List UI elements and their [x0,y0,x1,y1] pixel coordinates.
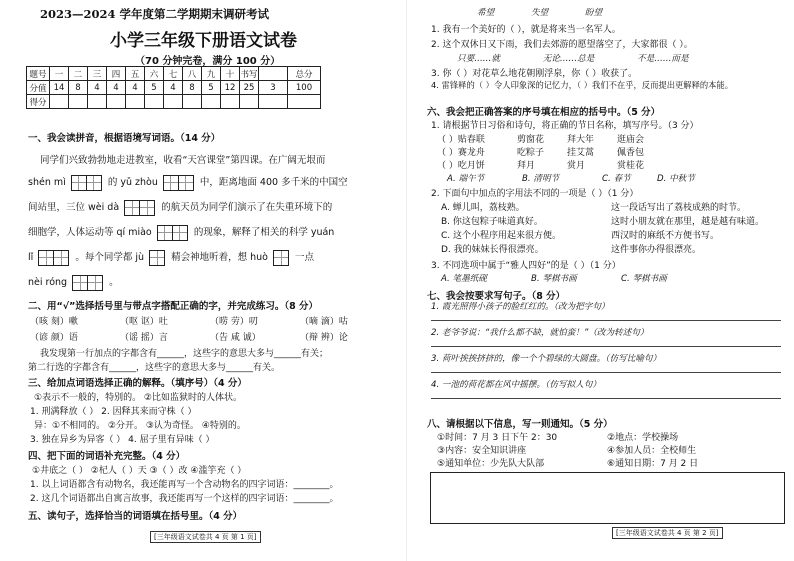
table-cell: 二 [69,67,88,81]
score-input-cell[interactable] [145,95,164,109]
custom-text: 剪窗花 [517,135,545,145]
table-cell [259,67,288,81]
option: C. 春节 [602,174,631,184]
section-1-title: 一、我会读拼音，根据语境写词语。（14 分） [28,133,221,144]
table-cell: 十 [221,67,240,81]
table-cell: 四 [107,67,126,81]
word-choice: 不是……而是 [637,54,689,64]
option[interactable]: B. 琴棋书画 [531,274,577,284]
answer-line[interactable] [431,398,781,399]
exam-title: 2023—2024 学年度第二学期期末调研考试 [40,7,270,21]
score-input-cell[interactable] [164,95,183,109]
section-8-title: 八、请根据以下信息，写一则通知。（5 分） [427,419,613,430]
s7-q1: 1. 霞光照得小孩子的脸红红的。（改为把字句） [431,302,610,312]
s3-questions-2: 3. 独在异乡为异客（ ） 4. 屈子里有异味（ ） [30,435,215,445]
custom-text: 吃粽子 [517,148,545,158]
table-cell: 题号 [27,67,50,81]
tianzige-box-group[interactable] [164,175,194,191]
s1-line-2 [28,174,348,191]
table-cell: 九 [202,67,221,81]
pinyin-text: 细胞学，人体运动等 qí miào [28,227,152,238]
pinyin-text: lǐ [28,252,34,263]
score-input-cell[interactable] [202,95,221,109]
score-table-header-row [27,67,321,81]
r-q4: 4. 雷锋释的（ ）令人印象深的记忆力，（ ）我们不在乎，反而提出更解释的本能。 [431,80,734,90]
score-input-cell[interactable] [107,95,126,109]
pinyin-text: nèi róng [28,277,68,288]
word-choices [477,6,602,18]
s3-definitions-2: 异：①不相同的。 ②分开。 ③认为奇怪。 ④特别的。 [34,421,246,431]
paper-title: 小学三年级下册语文试卷 [110,31,297,51]
table-cell: 五 [126,67,145,81]
r-q1: 1. 我有一个美好的（ ），就是将来当一名军人。 [431,25,621,35]
exam-page-2 [417,0,794,561]
table-cell: 25 [240,81,259,95]
answer-blank[interactable]: （ ）赛龙舟 [437,148,485,158]
section-4-title: 四、把下面的词语补充完整。（4 分） [28,451,186,462]
tianzige-box[interactable] [150,250,165,266]
table-cell: 七 [164,67,183,81]
table-cell: 12 [221,81,240,95]
choice-item[interactable]: （咳 刻）嗽 [30,317,78,327]
choice-item[interactable]: （唠 劳）叨 [210,317,258,327]
score-input-cell[interactable] [259,95,288,109]
choice-item[interactable]: （谚 颜）语 [30,333,78,343]
custom-text: 拜月 [517,161,536,171]
page-footer: [三年级语文试卷共 4 页 第 1 页] [150,531,261,543]
table-cell: 书写 [240,67,259,81]
score-table-score-row [27,95,321,109]
tianzige-box-group[interactable] [73,275,103,291]
paper-subtitle: （70 分钟完卷，满分 100 分） [135,56,281,67]
s4-line-2: 2. 这几个词语都出自寓言故事，我还能再写一个这样的四字词语：________。 [30,494,339,504]
s6-q2: 2. 下面句中加点的字用法不同的一项是（ ）（1 分） [431,189,639,199]
tianzige-box-group[interactable] [72,175,102,191]
option-text: 这件事你办得很漂亮。 [611,245,702,255]
custom-text: 赏月 [567,161,586,171]
pinyin-text: shén mì [28,177,66,188]
score-input-cell[interactable] [221,95,240,109]
passage-text: 的航天员为同学们演示了在失重环境下的 [161,202,333,213]
pinyin-text: 间站里，三位 wèi dà [28,202,120,213]
s4-line-1: 1. 以上词语都含有动物名，我还能再写一个含动物名的四字词语：________。 [30,480,339,490]
option[interactable]: C. 这个小程序用起来很方便。 [441,231,562,241]
table-cell: 100 [288,81,321,95]
footer-wrap-2 [612,528,723,538]
score-input-cell[interactable] [240,95,259,109]
custom-text: 佩香包 [617,148,645,158]
option: B. 清明节 [522,174,560,184]
option-text: 这一段话写出了荔枝成熟的时节。 [611,203,747,213]
table-cell: 4 [88,81,107,95]
tianzige-box[interactable] [274,250,289,266]
s1-line-3 [28,199,332,216]
choice-item[interactable]: （告 咸 诚） [210,333,261,343]
tianzige-box-group[interactable] [39,250,69,266]
table-cell: 4 [107,81,126,95]
score-table [26,66,321,109]
table-cell: 4 [126,81,145,95]
word-choice: 无论……总是 [542,54,595,64]
notice-info-item: ②地点：学校操场 [607,433,679,443]
answer-line[interactable] [431,372,781,373]
answer-line[interactable] [431,346,781,347]
r-q2: 2. 这个双休日又下雨，我们去郊游的愿望落空了，大家都很（ ）。 [431,40,693,50]
score-input-cell[interactable] [88,95,107,109]
s2-paragraph-1: 我发现第一行加点的字都含有______，这些字的意思大多与______有关； [40,349,329,359]
word-choice: 只要……就 [457,54,500,64]
score-input-cell[interactable] [126,95,145,109]
choice-item[interactable]: （嘀 滴）咕 [300,317,348,327]
table-cell: 八 [183,67,202,81]
score-input-cell[interactable] [288,95,321,109]
choice-item[interactable]: （谣 摇）言 [120,333,168,343]
s6-q3: 3. 不同选项中属于“雅人四好”的是（ ）（1 分） [431,261,621,271]
option: D. 中秋节 [657,174,695,184]
table-cell: 5 [202,81,221,95]
table-cell: 8 [69,81,88,95]
r-q3: 3. 你（ ）对花草么地花朝刚浮泉，你（ ）收获了。 [431,69,638,79]
section-5-title: 五、读句子，选择恰当的词语填在括号里。（4 分） [28,511,243,522]
s7-q3: 3. 荷叶挨挨挤挤的，像一个个碧绿的大圆盘。（仿写比喻句） [431,354,662,364]
option[interactable]: C. 琴棋书画 [621,274,667,284]
table-cell: 14 [50,81,69,95]
conjunction-choices [457,52,689,64]
notice-info-item: ⑤通知单位：少先队大队部 [437,459,545,469]
custom-text: 拜大年 [567,135,595,145]
s1-line-6 [28,274,119,291]
custom-text: 逛庙会 [617,135,645,145]
s4-idioms-row[interactable]: ①井底之（ ） ②杞人（ ）天 ③（ ）改 ④滥竽充（ ） [32,466,247,476]
s2-paragraph-2: 第二行选的字都含有______，这些字的意思大多与______有关。 [28,363,281,373]
option[interactable]: B. 你这包粽子味道真好。 [441,217,543,227]
score-input-cell[interactable] [50,95,69,109]
word-choice: 希望 [477,8,495,18]
table-cell: 一 [50,67,69,81]
table-cell: 总分 [288,67,321,81]
score-input-cell[interactable] [183,95,202,109]
option[interactable]: A. 笔墨纸砚 [441,274,487,284]
table-cell: 4 [164,81,183,95]
table-cell: 六 [145,67,164,81]
tianzige-box-group[interactable] [158,225,188,241]
table-cell: 5 [145,81,164,95]
answer-blank[interactable]: （ ）吃月饼 [437,161,485,171]
answer-blank[interactable]: （ ）贴春联 [437,135,485,145]
custom-text: 赏桂花 [617,161,645,171]
custom-text: 挂艾蒿 [567,148,595,158]
table-cell: 分值 [27,81,50,95]
pinyin-text: 。每个同学都 jù [75,252,145,263]
option[interactable]: A. 蝉儿叫，荔枝熟。 [441,203,525,213]
tianzige-box-group[interactable] [125,200,155,216]
notice-info-item: ⑥通知日期：7 月 2 日 [607,459,699,469]
notice-info-item: ③内容：安全知识讲座 [437,446,527,456]
footer-wrap [150,524,261,543]
pinyin-text: 精会神地听着，想 huò [171,252,268,263]
section-3-title: 三、给加点词语选择正确的解释。（填序号）（4 分） [28,378,247,389]
page-footer: [三年级语文试卷共 4 页 第 2 页] [612,527,723,539]
s1-line-1: 同学们兴致勃勃地走进教室，收看“天宫课堂”第四课。在广阔无垠而 [40,155,326,166]
passage-text: 。 [109,277,119,288]
s1-line-4 [28,224,334,241]
s3-questions-1: 1. 刑满释放（ ） 2. 因释其来而守株（ ） [30,407,197,417]
section-7-title: 七、我会按要求写句子。（8 分） [427,291,566,302]
passage-text: 一点 [295,252,315,263]
table-cell: 3 [259,81,288,95]
page-divider [406,0,407,561]
s7-q2: 2. 老爷爷说：“我什么都不缺，就怕蛮！”（改为转述句） [431,328,649,338]
option-text: 这时小朋友就在那里，越是越有味道。 [611,217,765,227]
s1-line-5 [28,249,314,266]
score-table-value-row [27,81,321,95]
s3-definitions-1: ①表示不一般的，特别的。 ②比如监狱时的人体状。 [34,393,242,403]
option: A. 端午节 [447,174,485,184]
section-6-title: 六、我会把正确答案的序号填在相应的括号中。（5 分） [427,107,661,118]
s6-q1: 1. 请根据节日习俗和诗句，将正确的节日名称，填写序号。（3 分） [431,121,699,131]
passage-text: 的现象，解释了相关的科学 yuán [193,227,335,238]
table-cell: 8 [183,81,202,95]
choice-item[interactable]: （呕 讴）吐 [120,317,168,327]
score-input-cell[interactable] [69,95,88,109]
table-cell: 得分 [27,95,50,109]
option-text: 西汉时的麻纸不方便书写。 [611,231,720,241]
answer-line[interactable] [431,320,781,321]
notice-writing-area[interactable] [430,472,785,524]
notice-info-item: ④参加人员：全校师生 [607,446,697,456]
word-choice: 失望 [530,8,549,18]
pinyin-text: 的 yǔ zhòu [107,177,158,188]
option[interactable]: D. 我的妹妹长得很漂亮。 [441,245,544,255]
s7-q4: 4. 一池的荷花都在风中摇摆。（仿写拟人句） [431,380,601,390]
section-2-title: 二、用“√”选择括号里与带点字搭配正确的字，并完成练习。（8 分） [28,301,318,312]
table-cell: 三 [88,67,107,81]
notice-info-item: ①时间：7 月 3 日下午 2：30 [437,433,558,443]
word-choice: 盼望 [584,8,603,18]
passage-text: 中，距离地面 400 多千米的中国空 [199,177,348,188]
choice-item[interactable]: （辩 辨）论 [300,333,348,343]
